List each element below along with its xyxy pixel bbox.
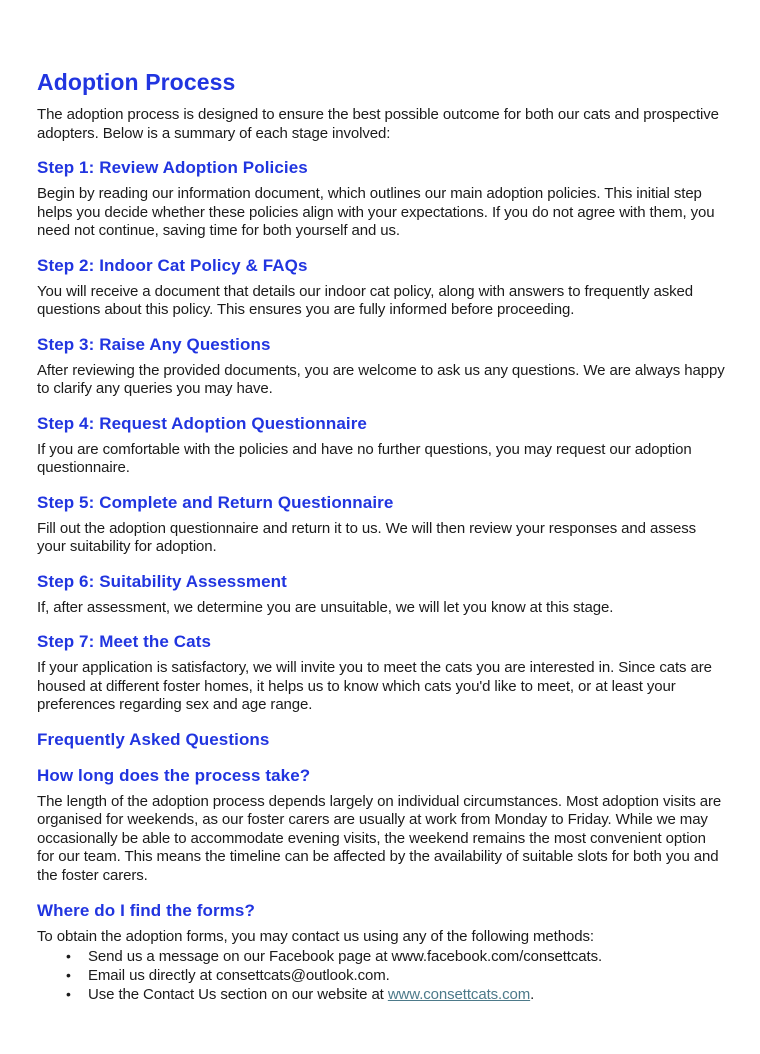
step-4-heading: Step 4: Request Adoption Questionnaire: [37, 413, 367, 433]
step-3-heading: Step 3: Raise Any Questions: [37, 334, 271, 354]
contact-methods-list: [37, 947, 727, 1004]
faq-question-process-time: How long does the process take?: [37, 765, 311, 785]
contact-method-website: [37, 985, 727, 1004]
website-link[interactable]: www.consettcats.com: [387, 985, 531, 1003]
contact-method-facebook: • Send us a message on our Facebook page at www.facebook.com/consettcats.: [37, 947, 727, 966]
step-7-body: If your application is satisfactory, we will invite you to meet the cats you are interested in. Since cats are housed at different foster homes, it helps us to know which cats you'd like to meet, or at least your preferences regarding sex and age range.: [37, 659, 712, 713]
step-6-heading: Step 6: Suitability Assessment: [37, 571, 287, 591]
step-1-heading: Step 1: Review Adoption Policies: [37, 158, 308, 177]
website-text-prefix: Use the Contact Us section on our website at: [88, 985, 388, 1003]
step-2-body: You will receive a document that details our indoor cat policy, along with answers to frequently asked questions about this policy. This ensures you are fully informed before proceeding.: [37, 282, 694, 318]
faq-answer-process-time: The length of the adoption process depends largely on individual circumstances. Most adoption visits are organised for weekends, as our foster carers are usually at work from Monday to Friday. While we may occasionally be able to accommodate evening visits, the weekend remains the most convenient option for our team. This means the timeline can be affected by the availability of suitable slots for both you and the foster carers.: [37, 792, 722, 884]
faq-heading: Frequently Asked Questions: [37, 729, 270, 749]
website-text-suffix: .: [530, 985, 535, 1003]
step-4-body: If you are comfortable with the policies and have no further questions, you may request our adoption questionnaire.: [37, 440, 692, 476]
step-5-heading: Step 5: Complete and Return Questionnaire: [37, 492, 394, 512]
faq-question-find-forms: Where do I find the forms?: [37, 901, 255, 920]
page-title: Adoption Process: [37, 69, 236, 95]
contact-method-email: • Email us directly at consettcats@outlook.com.: [37, 966, 727, 985]
step-7-heading: Step 7: Meet the Cats: [37, 632, 212, 651]
intro-paragraph: The adoption process is designed to ensure the best possible outcome for both our cats and prospective adopters. Below is a summary of each stage involved:: [37, 106, 719, 142]
faq-contact-intro: To obtain the adoption forms, you may contact us using any of the following methods:: [37, 928, 594, 945]
step-3-body: After reviewing the provided documents, you are welcome to ask us any questions. We are always happy to clarify any queries you may have.: [37, 361, 725, 397]
step-6-body: If, after assessment, we determine you are unsuitable, we will let you know at this stage.: [37, 598, 614, 616]
step-2-heading: Step 2: Indoor Cat Policy & FAQs: [37, 255, 308, 275]
step-1-body: Begin by reading our information document, which outlines our main adoption policies. This initial step helps you decide whether these policies align with your expectations. If you do not agree with them, you need not continue, saving time for both yourself and us.: [37, 185, 715, 239]
step-5-body: Fill out the adoption questionnaire and return it to us. We will then review your responses and assess your suitability for adoption.: [37, 519, 697, 555]
